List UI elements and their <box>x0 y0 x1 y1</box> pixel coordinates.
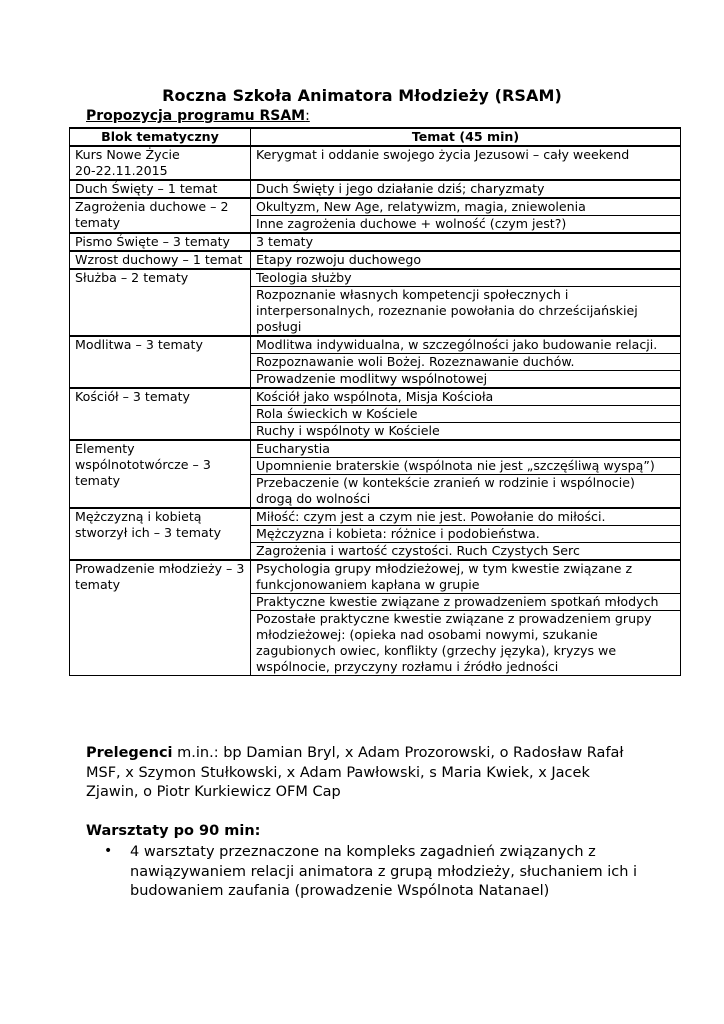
topic-cell: Eucharystia <box>251 440 681 458</box>
table-header-row <box>70 128 681 146</box>
block-cell: Zagrożenia duchowe – 2 tematy <box>70 198 251 233</box>
lecturers-paragraph <box>86 744 646 803</box>
block-cell: Modlitwa – 3 tematy <box>70 336 251 388</box>
lecturers-label: Prelegenci <box>86 745 173 761</box>
table-row <box>70 508 681 526</box>
topic-cell: Rola świeckich w Kościele <box>251 406 681 423</box>
block-cell: Prowadzenie młodzieży – 3 tematy <box>70 560 251 676</box>
block-cell: Służba – 2 tematy <box>70 269 251 336</box>
program-table-body <box>70 146 681 676</box>
table-row <box>70 560 681 594</box>
bullet-icon: • <box>104 843 113 859</box>
block-cell: Elementy wspólnototwórcze – 3 tematy <box>70 440 251 508</box>
subtitle-text: Propozycja programu RSAM <box>86 108 306 124</box>
topic-cell: Duch Święty i jego działanie dziś; charyzmaty <box>251 180 681 198</box>
block-cell: Duch Święty – 1 temat <box>70 180 251 198</box>
block-cell: Wzrost duchowy – 1 temat <box>70 251 251 269</box>
table-row <box>70 180 681 198</box>
topic-cell: Ruchy i wspólnoty w Kościele <box>251 423 681 441</box>
topic-cell: Inne zagrożenia duchowe + wolność (czym jest?) <box>251 216 681 234</box>
table-row <box>70 251 681 269</box>
workshop-item: 4 warsztaty przeznaczone na kompleks zagadnień związanych z nawiązywaniem relacji animatora z grupą młodzieży, słuchaniem ich i budowaniem zaufania (prowadzenie Wspólnota Natanael) <box>130 844 638 899</box>
topic-cell: Rozpoznanie własnych kompetencji społecznych i interpersonalnych, rozeznanie powołania do chrześcijańskiej posługi <box>251 287 681 337</box>
topic-cell: Etapy rozwoju duchowego <box>251 251 681 269</box>
table-row <box>70 269 681 287</box>
block-cell: Mężczyzną i kobietą stworzył ich – 3 tematy <box>70 508 251 560</box>
program-table <box>69 127 681 676</box>
topic-cell: Zagrożenia i wartość czystości. Ruch Czystych Serc <box>251 543 681 561</box>
topic-cell: Kerygmat i oddanie swojego życia Jezusowi – cały weekend <box>251 146 681 180</box>
block-cell: Kurs Nowe Życie 20-22.11.2015 <box>70 146 251 180</box>
block-cell: Kościół – 3 tematy <box>70 388 251 440</box>
topic-cell: Prowadzenie modlitwy wspólnotowej <box>251 371 681 389</box>
topic-cell: Mężczyzna i kobieta: różnice i podobieństwa. <box>251 526 681 543</box>
workshops-title: Warsztaty po 90 min: <box>86 823 261 839</box>
topic-cell: 3 tematy <box>251 233 681 251</box>
table-row <box>70 198 681 216</box>
topic-cell: Teologia służby <box>251 269 681 287</box>
table-row <box>70 336 681 354</box>
topic-cell: Przebaczenie (w kontekście zranień w rodzinie i wspólnocie) drogą do wolności <box>251 475 681 509</box>
topic-cell: Upomnienie braterskie (wspólnota nie jest „szczęśliwą wyspą”) <box>251 458 681 475</box>
document-title: Roczna Szkoła Animatora Młodzieży (RSAM) <box>162 86 562 105</box>
topic-cell: Kościół jako wspólnota, Misja Kościoła <box>251 388 681 406</box>
table-row <box>70 440 681 458</box>
table-row <box>70 233 681 251</box>
header-topic: Temat (45 min) <box>251 128 681 146</box>
topic-cell: Rozpoznawanie woli Bożej. Rozeznawanie duchów. <box>251 354 681 371</box>
header-block: Blok tematyczny <box>70 128 251 146</box>
table-row <box>70 146 681 180</box>
topic-cell: Miłość: czym jest a czym nie jest. Powołanie do miłości. <box>251 508 681 526</box>
program-subtitle <box>86 108 310 124</box>
topic-cell: Psychologia grupy młodzieżowej, w tym kwestie związane z funkcjonowaniem kapłana w grupie <box>251 560 681 594</box>
block-cell: Pismo Święte – 3 tematy <box>70 233 251 251</box>
topic-cell: Okultyzm, New Age, relatywizm, magia, zniewolenia <box>251 198 681 216</box>
topic-cell: Praktyczne kwestie związane z prowadzeniem spotkań młodych <box>251 594 681 611</box>
subtitle-colon: : <box>305 108 310 124</box>
table-row <box>70 388 681 406</box>
topic-cell: Modlitwa indywidualna, w szczególności jako budowanie relacji. <box>251 336 681 354</box>
topic-cell: Pozostałe praktyczne kwestie związane z prowadzeniem grupy młodzieżowej: (opieka nad osobami nowymi, szukanie zagubionych owiec, konflikty (grzechy języka), kryzys we wspólnocie, przyczyny rozłamu i źródło jedności <box>251 611 681 676</box>
lecturers-text: m.in.: bp Damian Bryl, x Adam Prozorowski, o Radosław Rafał MSF, x Szymon Stułkowski, x Adam Pawłowski, s Maria Kwiek, x Jacek Zjawin, o Piotr Kurkiewicz OFM Cap <box>86 745 624 800</box>
